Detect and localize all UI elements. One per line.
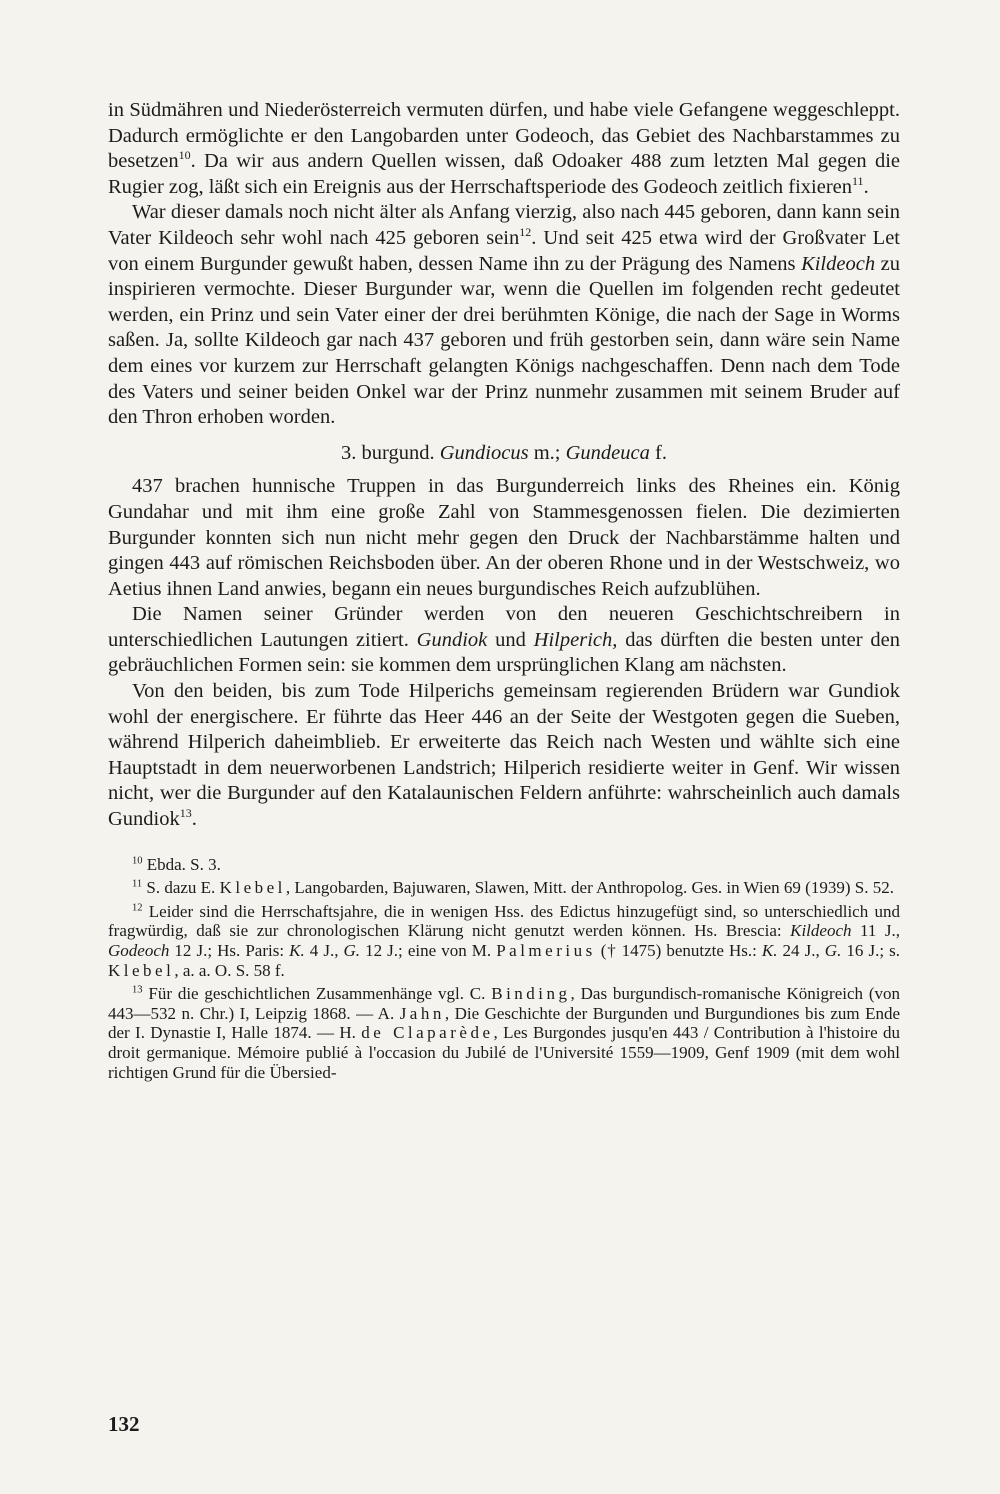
italic-text: Gundeuca bbox=[565, 441, 650, 464]
section-heading bbox=[108, 441, 900, 467]
text-run: Ebda. S. 3. bbox=[146, 854, 221, 874]
text-run: , Langobarden, Bajuwaren, Slawen, Mitt. der Anthropolog. Ges. in Wien 69 (1939) S. 52. bbox=[285, 878, 894, 898]
text-run: und bbox=[487, 628, 534, 651]
text-run: , Die Geschichte der Burgunden und Burgundiones bis zum Ende der I. Dynastie I, Halle 1874. — H. bbox=[108, 1003, 900, 1043]
text-run: 12 J.; eine von M. bbox=[360, 941, 497, 960]
footnote bbox=[108, 984, 900, 1082]
text-run: . bbox=[191, 808, 197, 831]
footnote-reference: 12 bbox=[519, 225, 532, 240]
body-text bbox=[108, 98, 900, 1086]
footnote bbox=[108, 878, 900, 898]
text-run: Für die geschichtlichen Zusammenhänge vgl. C. bbox=[148, 984, 492, 1004]
paragraph bbox=[108, 679, 900, 833]
footnote bbox=[108, 855, 900, 875]
page-number: 132 bbox=[108, 1412, 140, 1436]
spaced-author-name: Binding bbox=[491, 984, 571, 1004]
text-run: Von den beiden, bis zum Tode Hilperichs gemeinsam regierenden Brüdern war Gundiok wohl der energischere. Er führte das Heer 446 an der Seite der Westgoten gegen die Sueben, während Hilperich daheimblieb. Er erweiterte das Reich nach Westen und wählte sich eine Hauptstadt in dem neuerworbenen Landstrich; Hilperich residierte weiter in Genf. Wir wissen nicht, wer die Burgunder auf den Katalaunischen Feldern anführte: wahrscheinlich auch damals Gundiok bbox=[108, 680, 900, 831]
spaced-author-name: Klebel bbox=[219, 878, 286, 898]
text-run: 24 J., bbox=[777, 941, 825, 960]
text-run: , a. a. O. S. 58 f. bbox=[174, 960, 285, 980]
footnote-number: 12 bbox=[132, 902, 143, 914]
footnote-number: 10 bbox=[132, 854, 143, 866]
italic-text: Gundiok bbox=[416, 628, 488, 651]
paragraph bbox=[108, 602, 900, 679]
footnote bbox=[108, 902, 900, 980]
paragraph bbox=[108, 98, 900, 200]
text-run: 12 J.; Hs. Paris: bbox=[169, 941, 290, 960]
text-run: S. dazu E. bbox=[146, 878, 220, 898]
text-run: f. bbox=[649, 441, 667, 464]
text-run: in Südmähren und Niederösterreich vermuten dürfen, und habe viele Gefangene weggeschleppt. Dadurch ermöglichte er den Langobarden unter Godeoch, das Gebiet des Nachbarstammes zu besetzen bbox=[108, 99, 900, 173]
text-run: († 1475) benutzte Hs.: bbox=[595, 941, 762, 960]
text-run: 437 brachen hunnische Truppen in das Burgunderreich links des Rheines ein. König Gundahar und mit ihm eine große Zahl von Stammesgenossen fielen. Die dezimierten Burgunder konnten sich nun nicht mehr gegen den Druck der Nachbarstämme halten und gingen 443 auf römischen Reichsboden über. An der oberen Rhone und in der Westschweiz, wo Aetius ihnen Land anwies, begann ein neues burgundisches Reich aufzublühen. bbox=[108, 475, 900, 600]
text-run: zu inspirieren vermochte. Dieser Burgunder war, wenn die Quellen im folgenden recht gedeutet werden, ein Prinz und sein Vater einer der drei berühmten Könige, die nach der Sage in Worms saßen. Ja, sollte Kildeoch gar nach 437 geboren und früh gestorben sein, dann wäre sein Name dem eines vor kurzem zur Herrschaft gelangten Königs nachgeschaffen. Denn nach dem Tode des Vaters und seiner beiden Onkel war der Prinz nunmehr zusammen mit seinem Bruder auf den Thron erhoben worden. bbox=[108, 252, 900, 429]
italic-text: Godeoch bbox=[108, 941, 170, 960]
text-run: Leider sind die Herrschaftsjahre, die in wenigen Hss. des Edictus hinzugefügt sind, so unterschiedlich und fragwürdig, daß sie zur chronologischen Klärung nicht genutzt werden können. Hs. Brescia: bbox=[108, 901, 900, 941]
footnote-reference: 10 bbox=[178, 148, 191, 163]
text-run: , Das burgundisch-romanische Königreich (von 443—532 n. Chr.) I, Leipzig 1868. — A. bbox=[108, 984, 901, 1023]
text-run: m.; bbox=[528, 441, 566, 464]
text-run: 11 J., bbox=[851, 921, 900, 941]
footnotes bbox=[108, 855, 900, 1083]
spaced-author-name: Klebel bbox=[108, 960, 175, 980]
italic-text: K. bbox=[289, 941, 305, 960]
italic-text: Gundiocus bbox=[439, 441, 529, 464]
spaced-author-name: de Claparède bbox=[361, 1023, 494, 1043]
footnote-number: 13 bbox=[132, 984, 143, 996]
italic-text: Kildeoch bbox=[790, 921, 852, 941]
text-run: das dürften die besten unter den gebräuchlichen Formen sein: sie kommen dem ursprünglichen Klang am nächsten. bbox=[108, 628, 900, 677]
spaced-author-name: Palmerius bbox=[496, 941, 596, 960]
text-run: War dieser damals noch nicht älter als Anfang vierzig, also nach 445 geboren, dann kann sein Vater Kildeoch sehr wohl nach 425 geboren sein bbox=[108, 201, 900, 249]
footnote-number: 11 bbox=[132, 878, 143, 890]
spaced-author-name: Jahn bbox=[399, 1003, 445, 1023]
text-run: 4 J., bbox=[304, 941, 344, 960]
italic-text: G. bbox=[343, 941, 361, 960]
text-run: . bbox=[863, 175, 869, 198]
text-run: 3. burgund. bbox=[341, 441, 440, 464]
text-run: , Les Burgondes jusqu'en 443 / Contribution à l'histoire du droit germanique. Mémoire publié à l'occasion du Jubilé de l'Université 1559—1909, Genf 1909 (mit dem wohl richtigen Grund für die Übersied- bbox=[108, 1023, 900, 1082]
text-run: Die Namen seiner Gründer werden von den neueren Geschichtschreibern in unterschiedlichen Lautungen zitiert. bbox=[108, 603, 900, 651]
paragraph bbox=[108, 200, 900, 430]
footnote-reference: 11 bbox=[852, 173, 864, 188]
paragraph-group-2 bbox=[108, 474, 900, 832]
paragraph bbox=[108, 474, 900, 602]
text-run: . Und seit 425 etwa wird der Großvater Let von einem Burgunder gewußt haben, dessen Name ihn zu der Prägung des Namens bbox=[108, 226, 900, 275]
paragraph-group-1 bbox=[108, 98, 900, 431]
italic-text: Hilperich, bbox=[533, 628, 618, 651]
italic-text: Kildeoch bbox=[801, 252, 876, 275]
text-run: . Da wir aus andern Quellen wissen, daß Odoaker 488 zum letzten Mal gegen die Rugier zog, läßt sich ein Ereignis aus der Herrschaftsperiode des Godeoch zeitlich fixieren bbox=[108, 150, 900, 198]
text-run: 16 J.; s. bbox=[841, 941, 900, 960]
footnote-reference: 13 bbox=[179, 806, 192, 821]
italic-text: K. bbox=[761, 941, 778, 960]
italic-text: G. bbox=[824, 941, 842, 960]
